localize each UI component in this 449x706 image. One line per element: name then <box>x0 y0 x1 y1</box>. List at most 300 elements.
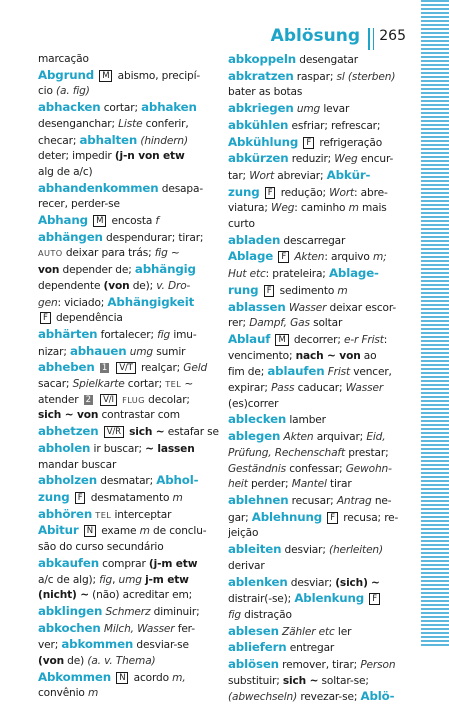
italic-text: fig <box>157 328 171 341</box>
plain-text: mais <box>358 202 387 215</box>
entry-line <box>228 477 408 493</box>
bold-text: sich ~ <box>282 674 319 687</box>
headword: Abhang <box>38 213 88 228</box>
plain-text: abismo, precipí- <box>114 69 201 82</box>
entry-line <box>228 283 408 300</box>
plain-text: refrigeração <box>316 136 383 149</box>
headword: ablesen <box>228 623 279 638</box>
grammar-box: F <box>265 187 276 199</box>
headword: Abkühlung <box>228 134 299 149</box>
headword: ablassen <box>228 299 286 314</box>
headword: ablecken <box>228 412 287 427</box>
plain-text: (não) acreditar em; <box>88 589 193 602</box>
headword: Abhol- <box>156 473 199 488</box>
italic-text: (abwechseln) <box>228 691 298 704</box>
entry-line <box>38 230 220 247</box>
entry-line <box>228 640 408 657</box>
plain-text: decolar; <box>144 393 190 406</box>
headword: abhängen <box>38 229 103 244</box>
plain-text: desengatar <box>296 54 358 66</box>
headword: zung <box>38 489 70 504</box>
entry-line <box>38 621 220 638</box>
bold-text: (nicht) ~ <box>38 589 89 602</box>
plain-text: ao <box>360 349 377 362</box>
headword: Abgrund <box>38 67 95 82</box>
plain-text: fim de; <box>228 366 268 379</box>
plain-text: de conclu- <box>149 525 207 538</box>
plain-text <box>95 362 98 374</box>
entry-line <box>38 279 220 295</box>
plain-text: encur- <box>357 153 394 166</box>
italic-text: Weg <box>334 153 358 166</box>
plain-text: perder; <box>247 478 292 491</box>
plain-text: confessar; <box>286 462 346 475</box>
entry-line <box>38 213 220 230</box>
entry-line <box>228 657 408 674</box>
italic-text: (a. v. Thema) <box>87 655 156 668</box>
entry-line <box>228 316 408 332</box>
entry-line <box>228 364 408 381</box>
italic-text: v. Dro- <box>156 279 191 292</box>
plain-text: desviar-se <box>133 639 189 652</box>
bold-text: ~ lassen <box>145 442 195 455</box>
plain-text: mandar buscar <box>38 458 117 471</box>
italic-text: Akten <box>283 431 314 444</box>
bold-text: (j-n von etw <box>114 150 185 163</box>
entry-line <box>38 149 220 165</box>
entry-line <box>228 201 408 217</box>
italic-text: m; <box>372 251 387 264</box>
plain-text: ver; <box>38 639 62 652</box>
entry-line <box>228 510 408 527</box>
headword: abkaufen <box>38 555 99 570</box>
label-text: TEL <box>95 509 112 520</box>
page-number: 265 <box>379 28 406 44</box>
italic-text: heit <box>228 478 248 491</box>
plain-text: expirar; <box>228 382 272 395</box>
entry-line <box>228 689 408 706</box>
bold-text: sich ~ von <box>38 409 99 422</box>
italic-text: Spielkarte <box>72 378 125 391</box>
sense-number: 2 <box>85 394 91 405</box>
headword: abhängig <box>134 262 196 277</box>
entry-line <box>38 670 220 687</box>
plain-text: ne- <box>371 494 392 507</box>
headword: abkommen <box>61 637 134 652</box>
entry-line <box>228 249 408 266</box>
headword: Ablage <box>228 249 274 264</box>
plain-text: redução; <box>277 186 330 199</box>
italic-text: Prüfung, Rechenschaft <box>228 446 346 459</box>
plain-text: de) <box>63 655 88 668</box>
entry-line <box>38 458 220 474</box>
grammar-box: F <box>303 137 314 149</box>
entry-line <box>38 246 220 262</box>
plain-text: : arquivo <box>324 251 373 264</box>
entry-line <box>38 523 220 540</box>
bold-text: ~ <box>370 576 380 589</box>
entry-line <box>38 588 220 604</box>
plain-text <box>70 492 73 504</box>
italic-text: Zähler etc <box>282 625 335 638</box>
entry-line <box>228 151 408 168</box>
plain-text: entregar <box>286 642 335 655</box>
italic-text: Person <box>360 659 396 672</box>
plain-text: ler <box>334 625 352 638</box>
plain-text: atender <box>38 393 82 406</box>
entry-line <box>38 344 220 361</box>
plain-text: são do curso secundário <box>38 541 164 554</box>
italic-text: m <box>348 202 359 215</box>
plain-text <box>95 394 98 406</box>
plain-text: encosta <box>108 215 156 228</box>
plain-text: convênio <box>38 687 88 700</box>
plain-text: distrair(-se); <box>228 593 295 606</box>
entry-line <box>38 181 220 198</box>
headword: ablaufen <box>267 364 325 379</box>
headword: ablösen <box>228 657 279 672</box>
plain-text <box>270 334 273 346</box>
plain-text: cortar; <box>124 378 166 391</box>
entry-line <box>228 575 408 592</box>
grammar-box: F <box>75 492 86 504</box>
plain-text: levar <box>320 103 350 116</box>
plain-text: imu- <box>170 328 197 341</box>
headword: abklingen <box>38 603 103 618</box>
entry-line <box>38 377 220 393</box>
italic-text: (herleiten) <box>328 544 383 557</box>
plain-text: realçar; <box>137 362 184 375</box>
plain-text: estafar se <box>164 426 219 439</box>
left-column <box>38 52 220 702</box>
grammar-box: F <box>369 593 380 605</box>
guide-word: Ablösung <box>270 26 360 46</box>
headword: abhandenkommen <box>38 180 159 195</box>
headword: abhalten <box>79 132 138 147</box>
italic-text: fig <box>154 247 168 260</box>
plain-text: conferir, <box>142 117 189 130</box>
entry-line <box>228 608 408 624</box>
headword: abhärten <box>38 326 98 341</box>
plain-text <box>99 426 102 438</box>
entry-line <box>228 412 408 429</box>
label-text: FLUG <box>122 394 145 405</box>
entry-line <box>228 591 408 608</box>
headword: rung <box>228 282 259 297</box>
right-column <box>228 52 408 706</box>
grammar-box: V/R <box>104 426 124 438</box>
entry-line <box>228 300 408 317</box>
headword: abladen <box>228 232 281 247</box>
plain-text: descarregar <box>280 234 346 247</box>
italic-text: m <box>87 687 99 700</box>
grammar-box: N <box>84 525 96 537</box>
plain-text: arquivar; <box>313 431 367 444</box>
entry-line <box>228 526 408 542</box>
headword: abhauen <box>69 343 127 358</box>
italic-text: Hut etc <box>228 268 266 281</box>
plain-text: sedimento <box>276 284 338 297</box>
italic-text: m, <box>172 671 186 684</box>
plain-text: raspar; <box>293 70 337 83</box>
headword: abkochen <box>38 620 101 635</box>
plain-text: desapa- <box>158 182 203 195</box>
plain-text: desmatamento <box>87 491 173 504</box>
italic-text: Eid, <box>366 431 386 444</box>
bold-text: (von <box>38 655 64 668</box>
entry-line <box>38 604 220 621</box>
plain-text: jeição <box>228 527 259 540</box>
entry-line <box>38 507 220 524</box>
plain-text: deixar para trás; <box>62 247 155 260</box>
plain-text <box>298 137 301 149</box>
grammar-box: N <box>116 672 128 684</box>
plain-text <box>273 251 276 263</box>
headword: abhetzen <box>38 424 99 439</box>
sense-number: 1 <box>101 363 108 374</box>
entry-line <box>228 542 408 559</box>
headword: ablegen <box>228 429 281 444</box>
italic-text: Wort <box>249 169 275 182</box>
plain-text: viatura; <box>228 202 272 215</box>
plain-text: fer- <box>174 622 195 635</box>
plain-text: alg de a/c) <box>38 165 93 178</box>
italic-text: gen <box>38 296 58 309</box>
headword: abkratzen <box>228 68 294 83</box>
headword: Ablenkung <box>294 591 365 606</box>
plain-text: desviar; <box>281 544 329 557</box>
plain-text: reduzir; <box>288 153 335 166</box>
headword: abheben <box>38 360 95 375</box>
italic-text: m <box>337 284 348 297</box>
plain-text: remover, tirar; <box>278 659 361 672</box>
plain-text: dependência <box>52 312 123 325</box>
plain-text: sacar; <box>38 378 73 391</box>
entry-line <box>228 624 408 641</box>
plain-text: recusar; <box>288 494 337 507</box>
headword: abkürzen <box>228 151 289 166</box>
bold-text: von <box>38 264 60 277</box>
plain-text <box>111 362 114 374</box>
plain-text: soltar-se; <box>318 674 369 687</box>
plain-text: comprar <box>98 557 149 570</box>
entry-line <box>228 397 408 413</box>
italic-text: Wasser <box>345 382 384 395</box>
entry-line <box>228 349 408 365</box>
plain-text: dependente <box>38 279 104 292</box>
italic-text: umg <box>129 345 153 358</box>
plain-text <box>322 512 325 524</box>
headword: ablehnen <box>228 492 289 507</box>
headword: abhacken <box>38 100 101 115</box>
grammar-box: F <box>264 285 275 297</box>
plain-text: ; <box>92 573 100 586</box>
italic-text: sl (sterben) <box>336 70 396 83</box>
entry-line <box>228 85 408 101</box>
plain-text <box>111 672 114 684</box>
plain-text: ~ <box>167 247 180 260</box>
headword: ablenken <box>228 574 288 589</box>
plain-text: abreviar; <box>274 169 327 182</box>
bold-text: (j-m etw <box>148 557 198 570</box>
plain-text: nizar; <box>38 345 70 358</box>
italic-text: umg <box>296 103 321 116</box>
plain-text: desmatar; <box>97 475 157 488</box>
plain-text: deter; impedir <box>38 150 115 163</box>
plain-text: ~ <box>181 378 194 391</box>
headword: abhören <box>38 506 93 521</box>
entry-line <box>38 441 220 458</box>
headword: zung <box>228 184 260 199</box>
entry-line <box>38 52 220 68</box>
entry-line <box>38 100 220 117</box>
entry-line <box>38 654 220 670</box>
entry-line <box>38 327 220 344</box>
entry-line <box>228 101 408 118</box>
bold-text: (von <box>103 279 130 292</box>
plain-text <box>94 70 97 82</box>
headword: abhaken <box>141 100 197 115</box>
plain-text: tar; <box>228 169 250 182</box>
italic-text: Mantel <box>291 478 327 491</box>
headword: Ablauf <box>228 331 271 346</box>
headword: Abhängigkeit <box>107 294 195 309</box>
entry-line <box>38 117 220 133</box>
headword: abholzen <box>38 473 98 488</box>
plain-text: : viciado; <box>57 296 108 309</box>
italic-text: Dampf, Gas <box>249 317 310 330</box>
headword: abkühlen <box>228 117 289 132</box>
entry-line <box>228 446 408 462</box>
grammar-box: M <box>93 215 106 227</box>
grammar-box: M <box>99 70 112 82</box>
entry-line <box>228 185 408 202</box>
headword: ableiten <box>228 542 282 557</box>
plain-text: exame <box>98 525 140 538</box>
plain-text: : caminho <box>294 202 349 215</box>
bold-text: nach ~ von <box>295 349 361 362</box>
plain-text: sumir <box>153 345 186 358</box>
italic-text: Liste <box>118 117 143 130</box>
entry-line <box>38 393 220 409</box>
italic-text: fig <box>228 608 241 621</box>
italic-text: umg <box>118 573 142 586</box>
italic-text: Wort <box>329 186 355 199</box>
plain-text: depender de; <box>59 264 135 277</box>
plain-text: marcação <box>38 53 89 65</box>
italic-text: m <box>139 525 150 538</box>
entry-line <box>38 490 220 507</box>
plain-text: desenganchar; <box>38 117 119 130</box>
headword: abkoppeln <box>228 52 297 66</box>
entry-line <box>228 168 408 185</box>
plain-text <box>260 187 263 199</box>
entry-line <box>38 408 220 424</box>
entry-line <box>38 84 220 100</box>
italic-text: Wasser <box>288 301 327 314</box>
italic-text: Milch, Wasser <box>103 622 175 635</box>
italic-text: e-r Frist <box>344 333 384 346</box>
plain-text: substituir; <box>228 674 283 687</box>
entry-line <box>228 559 408 575</box>
entry-line <box>38 556 220 573</box>
entry-line <box>38 295 220 312</box>
entry-line <box>38 262 220 279</box>
headword: Abkür- <box>326 167 371 182</box>
plain-text: despendurar; tirar; <box>102 231 204 244</box>
italic-text: Weg <box>271 202 295 215</box>
plain-text: (es)correr <box>228 397 279 410</box>
plain-text: caducar; <box>294 382 346 395</box>
italic-text: (a. fig) <box>56 85 90 98</box>
entry-line <box>228 69 408 86</box>
entry-line <box>38 573 220 589</box>
italic-text: Schmerz <box>105 605 151 618</box>
grammar-box: F <box>327 512 338 524</box>
plain-text <box>364 593 367 605</box>
entry-line <box>38 637 220 654</box>
plain-text: : <box>383 333 388 346</box>
thumb-index-tab <box>421 0 449 648</box>
headword: Ablö- <box>360 689 395 704</box>
grammar-box: V/T <box>116 362 135 374</box>
plain-text <box>79 525 82 537</box>
plain-text: vencer, <box>350 366 392 379</box>
plain-text: recer, perder-se <box>38 198 120 211</box>
entry-line <box>228 429 408 446</box>
bold-text: j-m etw <box>145 573 189 586</box>
italic-text: Akten <box>294 251 325 264</box>
plain-text <box>88 215 91 227</box>
italic-text: f <box>155 215 159 228</box>
italic-text: m <box>172 491 183 504</box>
entry-line <box>38 133 220 150</box>
entry-line <box>38 311 220 327</box>
italic-text: Antrag <box>336 494 372 507</box>
entry-line <box>38 165 220 181</box>
grammar-box: M <box>275 334 288 346</box>
headword: abkriegen <box>228 101 294 116</box>
plain-text: curto <box>228 218 255 231</box>
headword: Abitur <box>38 523 79 538</box>
plain-text: checar; <box>38 134 80 147</box>
italic-text: Geständnis <box>228 462 287 475</box>
plain-text: interceptar <box>111 508 172 521</box>
plain-text: cio <box>38 85 57 98</box>
entry-line <box>228 674 408 690</box>
plain-text: desviar; <box>287 576 336 589</box>
label-text: AUTO <box>38 248 63 259</box>
label-text: TEL <box>165 379 182 390</box>
italic-text: Pass <box>271 382 295 395</box>
entry-line <box>228 266 408 283</box>
plain-text: tirar <box>326 478 352 491</box>
headword: Ablehnung <box>251 509 323 524</box>
plain-text: decorrer; <box>290 333 344 346</box>
entry-line <box>38 360 220 377</box>
plain-text: esfriar; refrescar; <box>288 119 381 132</box>
plain-text: ir buscar; <box>90 442 146 455</box>
plain-text: distração <box>240 608 292 621</box>
plain-text: vencimento; <box>228 349 296 362</box>
plain-text: prestar; <box>345 446 389 459</box>
entry-line <box>38 424 220 441</box>
entry-line <box>228 381 408 397</box>
entry-line <box>228 118 408 135</box>
grammar-box: F <box>40 312 51 324</box>
plain-text: recusa; re- <box>340 511 399 524</box>
italic-text: Geld <box>183 362 208 375</box>
